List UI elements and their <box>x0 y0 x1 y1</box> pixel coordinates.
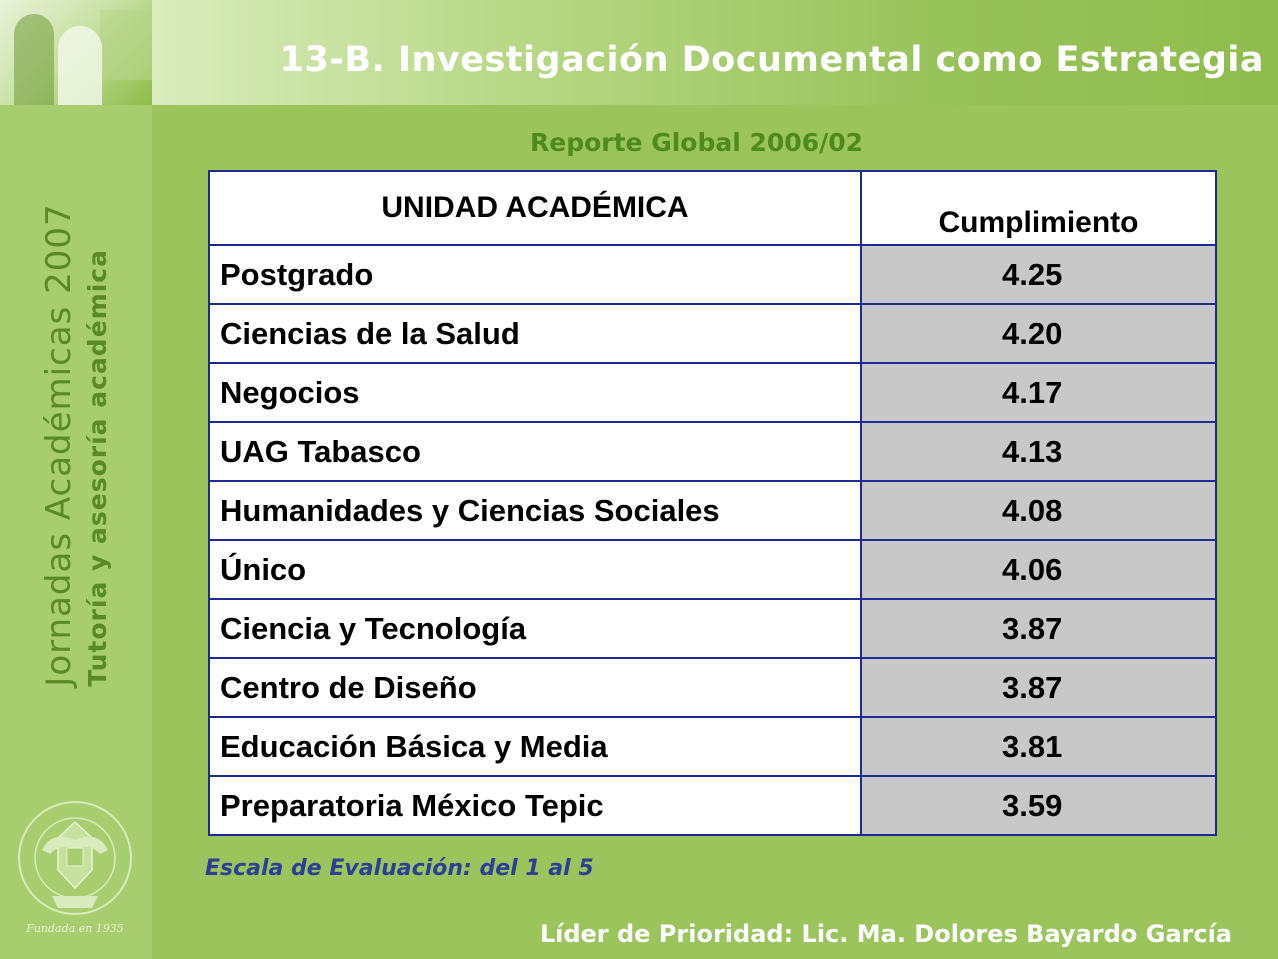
score-cell: 4.13 <box>861 422 1216 481</box>
score-cell: 3.59 <box>861 776 1216 835</box>
teacher-figure <box>58 26 102 105</box>
event-theme: Tutoría y asesoría académica <box>83 249 112 687</box>
score-cell: 4.17 <box>861 363 1216 422</box>
priority-leader: Líder de Prioridad: Lic. Ma. Dolores Bayardo García <box>539 920 1232 948</box>
unit-name-cell: Ciencia y Tecnología <box>209 599 861 658</box>
student-figure <box>14 14 54 105</box>
unit-name-cell: Preparatoria México Tepic <box>209 776 861 835</box>
header-band <box>152 0 1278 105</box>
compliance-table <box>208 170 1217 836</box>
unit-name-cell: Educación Básica y Media <box>209 717 861 776</box>
score-cell: 4.06 <box>861 540 1216 599</box>
event-name: Jornadas Académicas 2007 <box>39 203 79 687</box>
score-cell: 3.87 <box>861 658 1216 717</box>
column-header-unit: UNIDAD ACADÉMICA <box>209 171 861 245</box>
table-row <box>209 304 1216 363</box>
score-cell: 4.25 <box>861 245 1216 304</box>
unit-name-cell: Postgrado <box>209 245 861 304</box>
report-subtitle: Reporte Global 2006/02 <box>530 128 864 157</box>
unit-name-cell: UAG Tabasco <box>209 422 861 481</box>
unit-name-cell: Ciencias de la Salud <box>209 304 861 363</box>
table-row <box>209 422 1216 481</box>
table-row <box>209 363 1216 422</box>
table-row <box>209 599 1216 658</box>
unit-name-cell: Único <box>209 540 861 599</box>
sidebar <box>0 0 152 959</box>
score-cell: 3.87 <box>861 599 1216 658</box>
svg-text:Fundada en 1935: Fundada en 1935 <box>26 922 124 935</box>
university-seal-logo <box>12 800 138 940</box>
table-row <box>209 245 1216 304</box>
score-cell: 4.20 <box>861 304 1216 363</box>
page-title: 13-B. Investigación Documental como Estrategia <box>279 40 1264 80</box>
table-row <box>209 776 1216 835</box>
header-photo <box>0 0 152 105</box>
table-row <box>209 658 1216 717</box>
sidebar-vertical-text <box>37 203 115 686</box>
table-row <box>209 540 1216 599</box>
table-row <box>209 717 1216 776</box>
unit-name-cell: Negocios <box>209 363 861 422</box>
score-cell: 3.81 <box>861 717 1216 776</box>
table-header-row <box>209 171 1216 245</box>
unit-name-cell: Humanidades y Ciencias Sociales <box>209 481 861 540</box>
column-header-compliance: Cumplimiento <box>861 171 1216 245</box>
chalkboard-shape <box>100 10 152 80</box>
table-row <box>209 481 1216 540</box>
score-cell: 4.08 <box>861 481 1216 540</box>
evaluation-scale-note: Escala de Evaluación: del 1 al 5 <box>205 856 594 881</box>
unit-name-cell: Centro de Diseño <box>209 658 861 717</box>
